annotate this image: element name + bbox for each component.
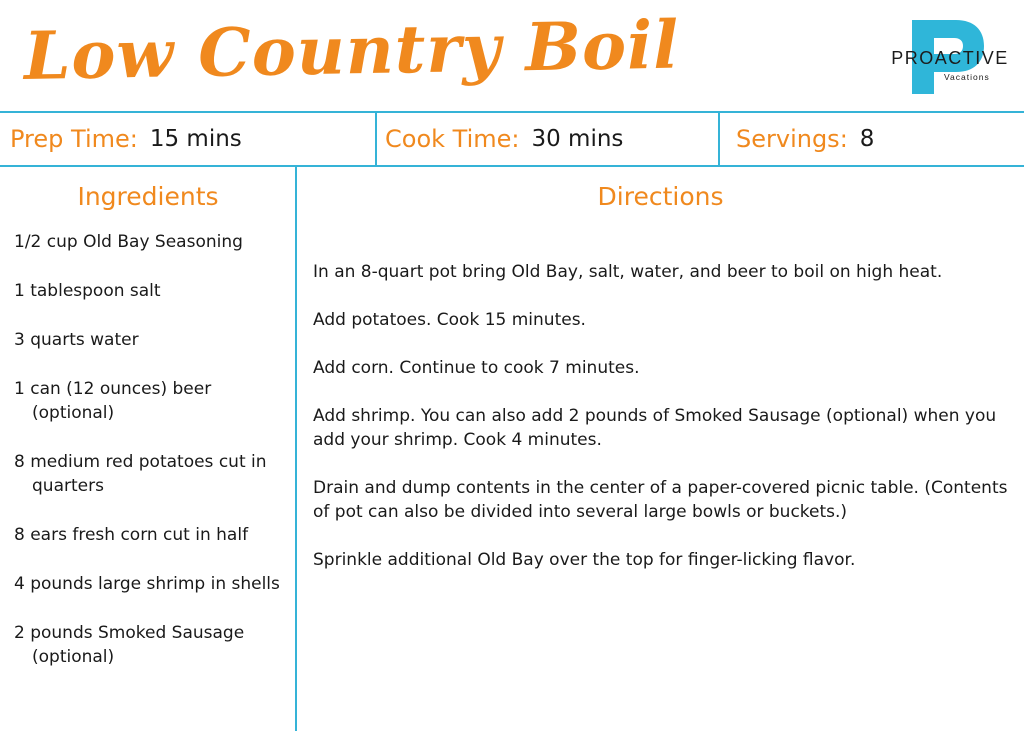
cook-time-value: 30 mins <box>531 126 624 152</box>
ingredient-item: 1/2 cup Old Bay Seasoning <box>14 232 243 252</box>
stats-bottom-rule <box>0 165 1024 167</box>
ingredient-item: 8 ears fresh corn cut in half <box>14 525 249 545</box>
prep-time-label: Prep Time: <box>10 125 138 153</box>
direction-step: Drain and dump contents in the center of a paper-covered picnic table. (Contents of pot can also be divided into several large bowls or buckets.) <box>313 478 1008 522</box>
prep-time <box>10 113 242 165</box>
ingredients-heading: Ingredients <box>77 182 219 211</box>
ingredient-item: 3 quarts water <box>14 330 139 350</box>
ingredient-item: 2 pounds Smoked Sausage (optional) <box>14 623 245 667</box>
ingredient-item: 8 medium red potatoes cut in quarters <box>14 452 267 496</box>
proactive-logo <box>884 14 1016 98</box>
cook-time-label: Cook Time: <box>385 125 520 153</box>
ingredients-list <box>14 230 294 694</box>
direction-step: Add potatoes. Cook 15 minutes. <box>313 310 586 330</box>
column-divider <box>295 166 297 731</box>
stats-divider-2 <box>718 112 720 166</box>
prep-time-value: 15 mins <box>149 126 242 152</box>
logo-tagline: Vacations <box>944 72 990 82</box>
servings <box>736 113 874 165</box>
ingredient-item: 1 can (12 ounces) beer (optional) <box>14 379 212 423</box>
logo-wordmark: PROACTIVE <box>891 48 1009 68</box>
direction-step: In an 8-quart pot bring Old Bay, salt, water, and beer to boil on high heat. <box>313 262 943 282</box>
directions-heading: Directions <box>597 182 724 211</box>
recipe-title: Low Country Boil <box>23 5 680 95</box>
direction-step: Add corn. Continue to cook 7 minutes. <box>313 358 640 378</box>
servings-value: 8 <box>859 126 875 152</box>
ingredient-item: 4 pounds large shrimp in shells <box>14 574 280 594</box>
cook-time <box>385 113 623 165</box>
direction-step: Add shrimp. You can also add 2 pounds of Smoked Sausage (optional) when you add your shrimp. Cook 4 minutes. <box>313 406 997 450</box>
ingredient-item: 1 tablespoon salt <box>14 281 161 301</box>
stats-divider-1 <box>375 112 377 166</box>
directions-list <box>313 260 1013 596</box>
servings-label: Servings: <box>736 125 848 153</box>
direction-step: Sprinkle additional Old Bay over the top for finger-licking flavor. <box>313 550 856 570</box>
